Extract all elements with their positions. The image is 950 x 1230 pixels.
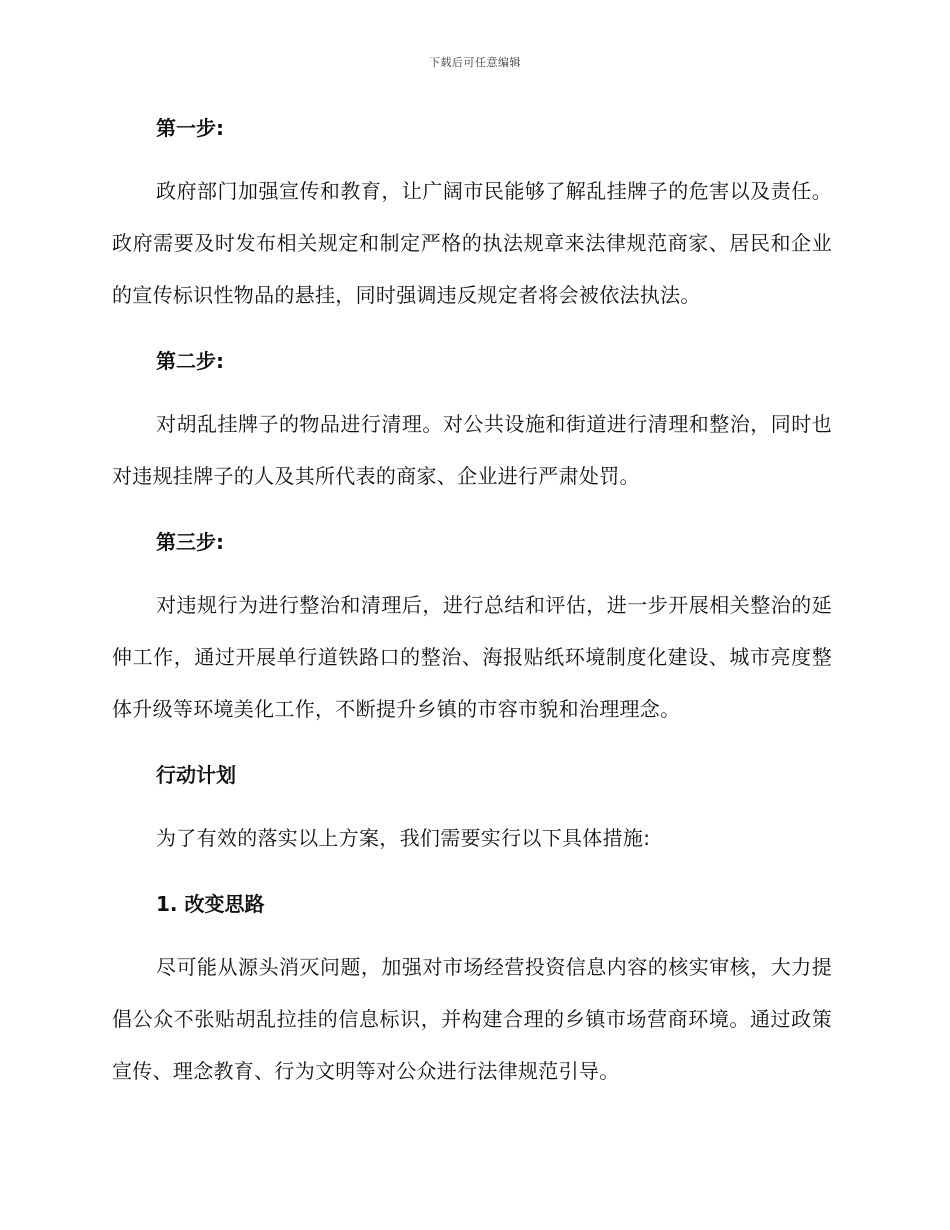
document-body — [112, 111, 832, 1097]
item1-heading: 1. 改变思路 — [156, 892, 265, 916]
item1-paragraph: 尽可能从源头消灭问题，加强对市场经营投资信息内容的核实审核，大力提倡公众不张贴胡乱拉挂的信息标识，并构建合理的乡镇市场营商环境。通过政策宣传、理念教育、行为文明等对公众进行法律规范引导。 — [112, 955, 832, 1083]
step1-paragraph: 政府部门加强宣传和教育，让广阔市民能够了解乱挂牌子的危害以及责任。政府需要及时发布相关规定和制定严格的执法规章来法律规范商家、居民和企业的宣传标识性物品的悬挂，同时强调违反规定者将会被依法执法。 — [112, 179, 832, 307]
step1-heading: 第一步: — [156, 116, 224, 140]
step3-paragraph: 对违规行为进行整治和清理后，进行总结和评估，进一步开展相关整治的延伸工作，通过开展单行道铁路口的整治、海报贴纸环境制度化建设、城市亮度整体升级等环境美化工作，不断提升乡镇的市容市貌和治理理念。 — [112, 593, 832, 721]
action-plan-heading: 行动计划 — [156, 763, 236, 787]
action-plan-intro: 为了有效的落实以上方案，我们需要实行以下具体措施: — [156, 826, 651, 850]
step2-paragraph: 对胡乱挂牌子的物品进行清理。对公共设施和街道进行清理和整治，同时也对违规挂牌子的人及其所代表的商家、企业进行严肃处罚。 — [112, 412, 832, 488]
step2-heading: 第二步: — [156, 349, 224, 373]
page-header: 下载后可任意编辑 — [429, 56, 521, 69]
step3-heading: 第三步: — [156, 530, 224, 554]
